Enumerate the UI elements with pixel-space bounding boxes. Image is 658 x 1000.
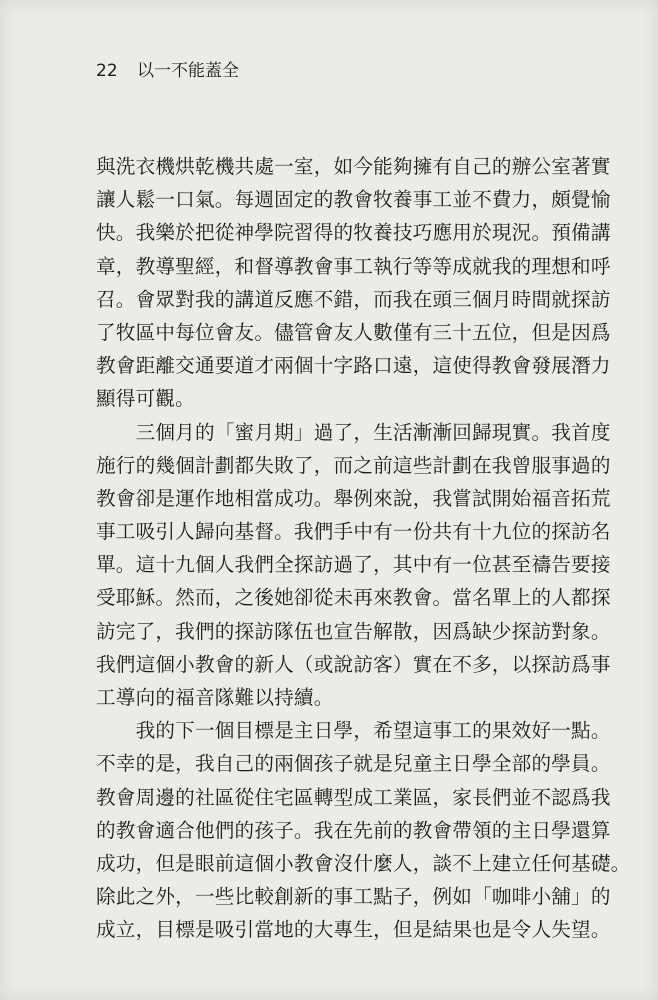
text-line: 與洗衣機烘乾機共處一室，如今能夠擁有自己的辦公室著實	[96, 155, 611, 178]
text-line: 受耶穌。然而，之後她卻從未再來教會。當名單上的人都探	[96, 586, 611, 610]
running-title: 以一不能蓋全	[137, 61, 240, 81]
text-line: 事工吸引人歸向基督。我們手中有一份共有十九位的探訪名	[96, 520, 611, 544]
text-line: 顯得可觀。	[96, 387, 195, 411]
text-line: 成功，但是眼前這個小教會沒什麼人，談不上建立任何基礎。	[96, 851, 631, 875]
text-line: 的教會適合他們的孩子。我在先前的教會帶領的主日學還算	[96, 818, 611, 842]
text-line: 教會距離交通要道才兩個十字路口遠，這使得教會發展潛力	[96, 354, 611, 378]
body-text	[96, 150, 636, 947]
text-line: 訪完了，我們的探訪隊伍也宣告解散，因爲缺少探訪對象。	[96, 619, 611, 643]
text-line: 教會周邊的社區從住宅區轉型成工業區，家長們並不認爲我	[96, 785, 611, 809]
text-line: 快。我樂於把從神學院習得的牧養技巧應用於現況。預備講	[96, 221, 611, 245]
text-line: 施行的幾個計劃都失敗了，而之前這些計劃在我曾服事過的	[96, 453, 611, 477]
running-header	[96, 56, 239, 81]
text-line: 教會卻是運作地相當成功。舉例來說，我嘗試開始福音拓荒	[96, 486, 611, 510]
text-line: 召。會眾對我的講道反應不錯，而我在頭三個月時間就探訪	[96, 287, 611, 311]
text-line: 了牧區中每位會友。儘管會友人數僅有三十五位，但是因爲	[96, 320, 611, 344]
text-line: 我們這個小教會的新人（或說訪客）實在不多，以探訪爲事	[96, 652, 611, 676]
text-line: 不幸的是，我自己的兩個孩子就是兒童主日學全部的學員。	[96, 752, 611, 776]
text-line: 成立，目標是吸引當地的大專生，但是結果也是令人失望。	[96, 918, 611, 942]
text-line: 三個月的「蜜月期」過了，生活漸漸回歸現實。我首度	[96, 420, 611, 444]
text-line: 章，教導聖經，和督導教會事工執行等等成就我的理想和呼	[96, 254, 611, 278]
text-line: 除此之外，一些比較創新的事工點子，例如「咖啡小舖」的	[96, 885, 611, 909]
page-number: 22	[96, 61, 118, 81]
text-line: 讓人鬆一口氣。每週固定的教會牧養事工並不費力，頗覺愉	[96, 188, 611, 212]
text-line: 工導向的福音隊難以持續。	[96, 686, 334, 709]
text-line: 單。這十九個人我們全探訪過了，其中有一位甚至禱告要接	[96, 553, 611, 577]
text-line: 我的下一個目標是主日學，希望這事工的果效好一點。	[96, 719, 611, 743]
